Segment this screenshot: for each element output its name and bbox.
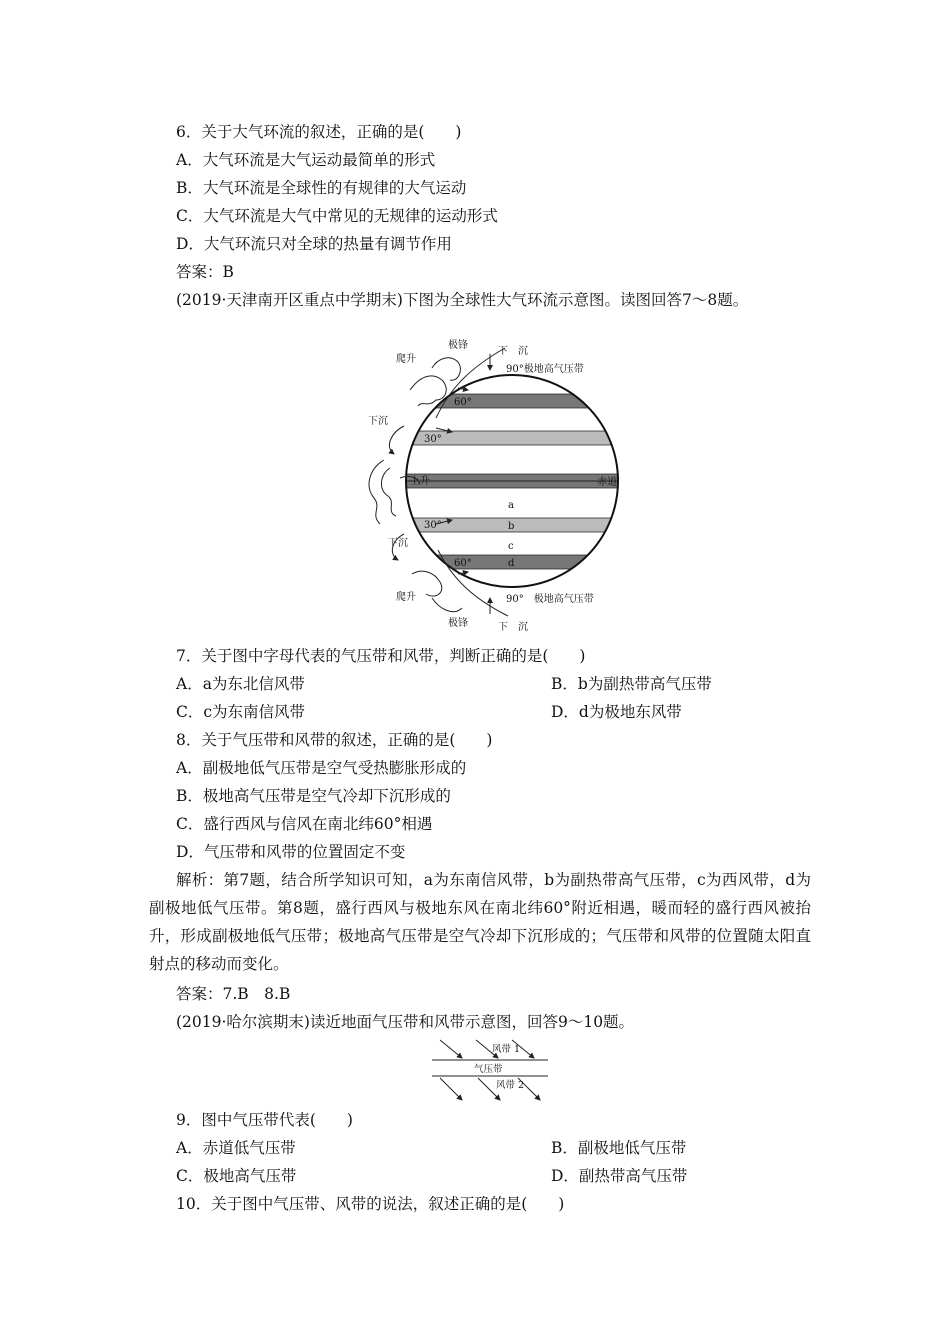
q8-option-c: C．盛行西风与信风在南北纬60°相遇 xyxy=(176,815,433,833)
q7-stem: 7．关于图中字母代表的气压带和风带，判断正确的是( ) xyxy=(176,647,586,665)
label-xiachen-left-2: 下沉 xyxy=(388,538,408,549)
q9-option-d: D．副热带高气压带 xyxy=(551,1167,688,1185)
label-xiachen-top: 下 沉 xyxy=(498,346,528,357)
label-xiachen-left: 下沉 xyxy=(368,416,388,427)
label-lat60-top: 60° xyxy=(454,397,472,408)
q6-option-c: C．大气环流是大气中常见的无规律的运动形式 xyxy=(176,207,498,225)
label-jifeng-top: 极锋 xyxy=(448,340,468,351)
q7-option-a: A．a为东北信风带 xyxy=(176,675,305,693)
label-d: d xyxy=(508,558,515,569)
q9-option-a: A．赤道低气压带 xyxy=(176,1139,296,1157)
label-equator: 赤道 xyxy=(597,477,617,488)
q9-stem: 9．图中气压带代表( ) xyxy=(176,1111,353,1129)
label-b: b xyxy=(508,521,515,532)
label-polar-high-bottom: 90° 极地高气压带 xyxy=(506,594,594,605)
q6-option-a: A．大气环流是大气运动最简单的形式 xyxy=(176,151,436,169)
q8-option-d: D．气压带和风带的位置固定不变 xyxy=(176,843,406,861)
wind-belt-diagram xyxy=(430,1038,550,1108)
q9-option-c: C．极地高气压带 xyxy=(176,1167,297,1185)
q10-stem: 10．关于图中气压带、风带的说法，叙述正确的是( ) xyxy=(176,1195,565,1213)
label-pasheng-top: 爬升 xyxy=(396,354,416,365)
label-xiachen-bottom: 下 沉 xyxy=(498,622,528,633)
intro-q7-8: (2019·天津南开区重点中学期末)下图为全球性大气环流示意图。读图回答7～8题。 xyxy=(176,291,749,309)
globe-bands xyxy=(400,368,630,608)
label-pressure-belt: 气压带 xyxy=(474,1064,503,1075)
label-belt-2: 风带 2 xyxy=(496,1080,525,1091)
q8-option-a: A．副极地低气压带是空气受热膨胀形成的 xyxy=(176,759,467,777)
q6-option-b: B．大气环流是全球性的有规律的大气运动 xyxy=(176,179,467,197)
q7-option-c: C．c为东南信风带 xyxy=(176,703,306,721)
q8-stem: 8．关于气压带和风带的叙述，正确的是( ) xyxy=(176,731,493,749)
label-pasheng-bottom: 爬升 xyxy=(396,592,416,603)
circulation-diagram xyxy=(340,328,630,638)
q9-option-b: B．副极地低气压带 xyxy=(551,1139,687,1157)
q6-option-d: D．大气环流只对全球的热量有调节作用 xyxy=(176,235,452,253)
label-shangsheng: 上升 xyxy=(410,476,430,487)
analysis-paragraph: 解析：第7题，结合所学知识可知，a为东南信风带，b为副热带高气压带，c为西风带，d为副极地低气压带。第8题，盛行西风与极地东风在南北纬60°附近相遇，暖而轻的盛行西风被抬升，形成副极地低气压带；极地高气压带是空气冷却下沉形成的；气压带和风带的位置随太阳直射点的移动而变化。 xyxy=(149,871,811,973)
label-lat60-bottom: 60° xyxy=(454,558,472,569)
answer-7-8: 答案：7.B 8.B xyxy=(176,985,291,1003)
label-belt-1: 风带 1 xyxy=(492,1044,521,1055)
q6-answer: 答案：B xyxy=(176,263,234,281)
q7-option-d: D．d为极地东风带 xyxy=(551,703,682,721)
q8-option-b: B．极地高气压带是空气冷却下沉形成的 xyxy=(176,787,451,805)
label-c: c xyxy=(508,541,514,552)
intro-q9-10: (2019·哈尔滨期末)读近地面气压带和风带示意图，回答9～10题。 xyxy=(176,1013,635,1031)
label-a: a xyxy=(508,500,514,511)
label-lat30-top: 30° xyxy=(424,434,442,445)
label-lat30-bottom: 30° xyxy=(424,520,442,531)
label-polar-high-top: 90°极地高气压带 xyxy=(506,364,584,375)
q6-stem: 6．关于大气环流的叙述，正确的是( ) xyxy=(176,123,462,141)
label-jifeng-bottom: 极锋 xyxy=(448,618,468,629)
q7-option-b: B．b为副热带高气压带 xyxy=(551,675,712,693)
